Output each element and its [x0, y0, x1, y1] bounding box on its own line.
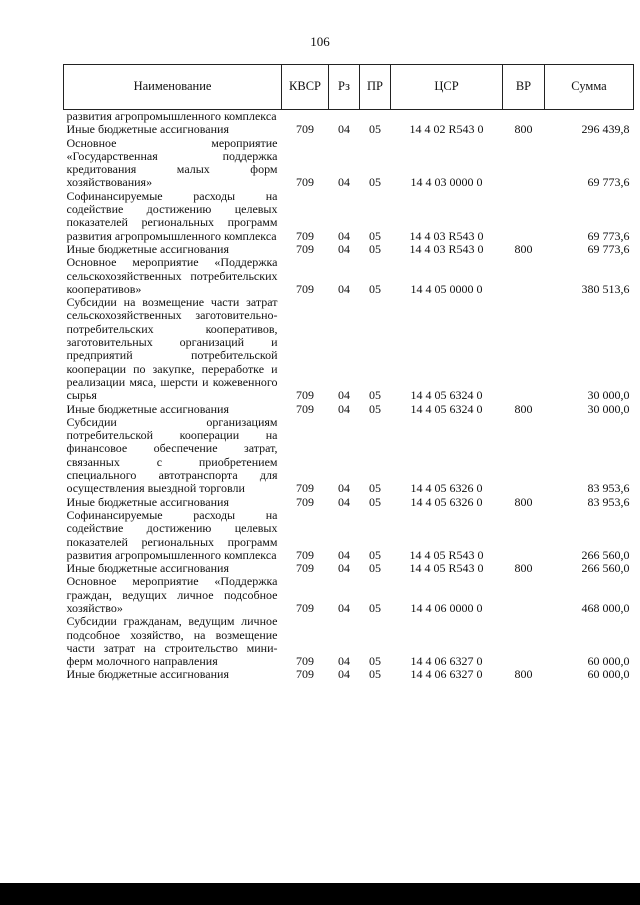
cell-kvsr: 709: [296, 600, 314, 615]
cell-sum: 83 953,6: [587, 481, 630, 496]
cell-name: Иные бюджетные ассигнования: [66, 494, 229, 509]
header-kvsr: КВСР: [282, 65, 329, 110]
cell-rz: [329, 110, 360, 124]
cell-pr: 05: [369, 494, 381, 509]
cell-rz: 04: [338, 600, 350, 615]
cell-kvsr: 709: [296, 561, 314, 576]
table-row: [64, 416, 634, 496]
cell-pr: 05: [369, 175, 381, 190]
table-row: [64, 137, 634, 190]
cell-pr: 05: [369, 281, 381, 296]
table-body: [64, 110, 634, 682]
cell-csr: 14 4 05 R543 0: [409, 561, 484, 576]
cell-name: Основное мероприятие «Государственная поддержка кредитования малых форм хозяйствования»: [66, 135, 278, 190]
cell-sum: 30 000,0: [587, 388, 630, 403]
cell-kvsr: 709: [296, 667, 314, 682]
cell-csr: 14 4 05 0000 0: [410, 281, 483, 296]
cell-csr: 14 4 05 6324 0: [410, 401, 483, 416]
cell-vr: 800: [514, 667, 533, 682]
header-csr: ЦСР: [391, 65, 503, 110]
cell-csr: 14 4 05 R543 0: [409, 547, 484, 562]
cell-name: Иные бюджетные ассигнования: [66, 241, 229, 256]
cell-name: Основное мероприятие «Поддержка граждан, ведущих личное подсобное хозяйство»: [66, 574, 278, 615]
cell-rz: 04: [338, 561, 350, 576]
page-number: 106: [310, 34, 330, 49]
header-name: Наименование: [64, 65, 282, 110]
table-row: [64, 403, 634, 416]
cell-vr: [503, 110, 545, 124]
cell-rz: 04: [338, 401, 350, 416]
cell-csr: 14 4 06 6327 0: [410, 667, 483, 682]
cell-sum: 60 000,0: [587, 667, 630, 682]
cell-sum: 296 439,8: [581, 122, 630, 137]
cell-pr: 05: [369, 547, 381, 562]
cell-name: Иные бюджетные ассигнования: [66, 401, 229, 416]
cell-csr: 14 4 03 0000 0: [410, 175, 483, 190]
cell-vr: 800: [514, 241, 533, 256]
cell-csr: [391, 110, 503, 124]
cell-kvsr: 709: [296, 228, 314, 243]
cell-rz: 04: [338, 175, 350, 190]
cell-vr: [503, 190, 545, 243]
cell-vr: [503, 296, 545, 402]
budget-table: [63, 64, 634, 682]
cell-vr: [503, 137, 545, 190]
cell-csr: 14 4 05 6326 0: [410, 494, 483, 509]
cell-rz: 04: [338, 388, 350, 403]
cell-sum: 69 773,6: [587, 241, 630, 256]
cell-vr: [503, 615, 545, 668]
cell-kvsr: 709: [296, 122, 314, 137]
cell-rz: 04: [338, 281, 350, 296]
table-row: [64, 615, 634, 668]
cell-pr: 05: [369, 654, 381, 669]
cell-name: Иные бюджетные ассигнования: [66, 122, 229, 137]
cell-sum: 30 000,0: [587, 401, 630, 416]
cell-name: Софинансируемые расходы на содействие достижению целевых показателей региональных программ развития агропромышленного комплекса: [66, 188, 278, 243]
cell-vr: 800: [514, 122, 533, 137]
table-row: [64, 668, 634, 681]
cell-pr: 05: [369, 561, 381, 576]
cell-pr: 05: [369, 241, 381, 256]
cell-kvsr: 709: [296, 547, 314, 562]
cell-csr: 14 4 05 6324 0: [410, 388, 483, 403]
cell-pr: [360, 110, 391, 124]
cell-pr: 05: [369, 388, 381, 403]
cell-kvsr: 709: [296, 281, 314, 296]
cell-name: Основное мероприятие «Поддержка сельскохозяйственных потребительских кооперативов»: [66, 255, 278, 296]
cell-csr: 14 4 06 0000 0: [410, 600, 483, 615]
header-row: [64, 65, 634, 110]
table-header: [64, 65, 634, 110]
cell-sum: 266 560,0: [581, 561, 630, 576]
cell-name: Субсидии на возмещение части затрат сельскохозяйственных заготовительно-потребительских кооперативов, заготовительных организаций и предприятий потребительской кооперации по закупке, переработке и реализации мяса, шерсти и кожевенного сырья: [66, 295, 278, 403]
cell-sum: 69 773,6: [587, 175, 630, 190]
cell-vr: [503, 575, 545, 615]
cell-kvsr: 709: [296, 401, 314, 416]
cell-rz: 04: [338, 241, 350, 256]
cell-kvsr: 709: [296, 654, 314, 669]
cell-csr: 14 4 03 R543 0: [409, 241, 484, 256]
cell-name: Субсидии организациям потребительской кооперации на финансовое обеспечение затрат, связанных с приобретением специального автотранспорта для осуществления выездной торговли: [66, 414, 278, 496]
cell-sum: 380 513,6: [581, 281, 630, 296]
cell-kvsr: 709: [296, 175, 314, 190]
cell-sum: 468 000,0: [581, 600, 630, 615]
cell-vr: 800: [514, 494, 533, 509]
cell-kvsr: 709: [296, 388, 314, 403]
table-row: [64, 243, 634, 256]
cell-rz: 04: [338, 494, 350, 509]
header-vr: ВР: [503, 65, 545, 110]
table-row: [64, 575, 634, 615]
cell-name: Субсидии гражданам, ведущим личное подсобное хозяйство, на возмещение части затрат на строительство мини-ферм молочного направления: [66, 614, 278, 669]
cell-csr: 14 4 02 R543 0: [409, 122, 484, 137]
cell-sum: 266 560,0: [581, 547, 630, 562]
cell-kvsr: [282, 110, 329, 124]
header-pr: ПР: [360, 65, 391, 110]
table-row: [64, 562, 634, 575]
cell-sum: 60 000,0: [587, 654, 630, 669]
cell-name: Софинансируемые расходы на содействие достижению целевых показателей региональных программ развития агропромышленного комплекса: [66, 507, 278, 562]
cell-name: Иные бюджетные ассигнования: [66, 667, 229, 682]
cell-name: развития агропромышленного комплекса: [66, 109, 277, 123]
cell-vr: [503, 416, 545, 496]
cell-pr: 05: [369, 401, 381, 416]
cell-kvsr: 709: [296, 494, 314, 509]
cell-kvsr: 709: [296, 481, 314, 496]
cell-vr: [503, 509, 545, 562]
cell-sum: 83 953,6: [587, 494, 630, 509]
cell-pr: 05: [369, 122, 381, 137]
cell-vr: [503, 256, 545, 296]
cell-rz: 04: [338, 481, 350, 496]
cell-pr: 05: [369, 667, 381, 682]
table-row: [64, 190, 634, 243]
cell-vr: 800: [514, 561, 533, 576]
cell-rz: 04: [338, 667, 350, 682]
cell-sum: [545, 110, 634, 124]
table-row: [64, 296, 634, 402]
header-rz: Рз: [329, 65, 360, 110]
cell-name: Иные бюджетные ассигнования: [66, 561, 229, 576]
cell-csr: 14 4 06 6327 0: [410, 654, 483, 669]
cell-csr: 14 4 05 6326 0: [410, 481, 483, 496]
cell-vr: 800: [514, 401, 533, 416]
cell-rz: 04: [338, 547, 350, 562]
table-row: [64, 496, 634, 509]
header-sum: Сумма: [545, 65, 634, 110]
cell-pr: 05: [369, 481, 381, 496]
table-row: [64, 509, 634, 562]
table-row: [64, 110, 634, 124]
cell-rz: 04: [338, 122, 350, 137]
cell-kvsr: 709: [296, 241, 314, 256]
cell-pr: 05: [369, 600, 381, 615]
cell-pr: 05: [369, 228, 381, 243]
cell-rz: 04: [338, 654, 350, 669]
table-row: [64, 123, 634, 136]
cell-rz: 04: [338, 228, 350, 243]
cell-csr: 14 4 03 R543 0: [409, 228, 484, 243]
cell-sum: 69 773,6: [587, 228, 630, 243]
table-row: [64, 256, 634, 296]
scan-edge-bar: [0, 883, 640, 905]
